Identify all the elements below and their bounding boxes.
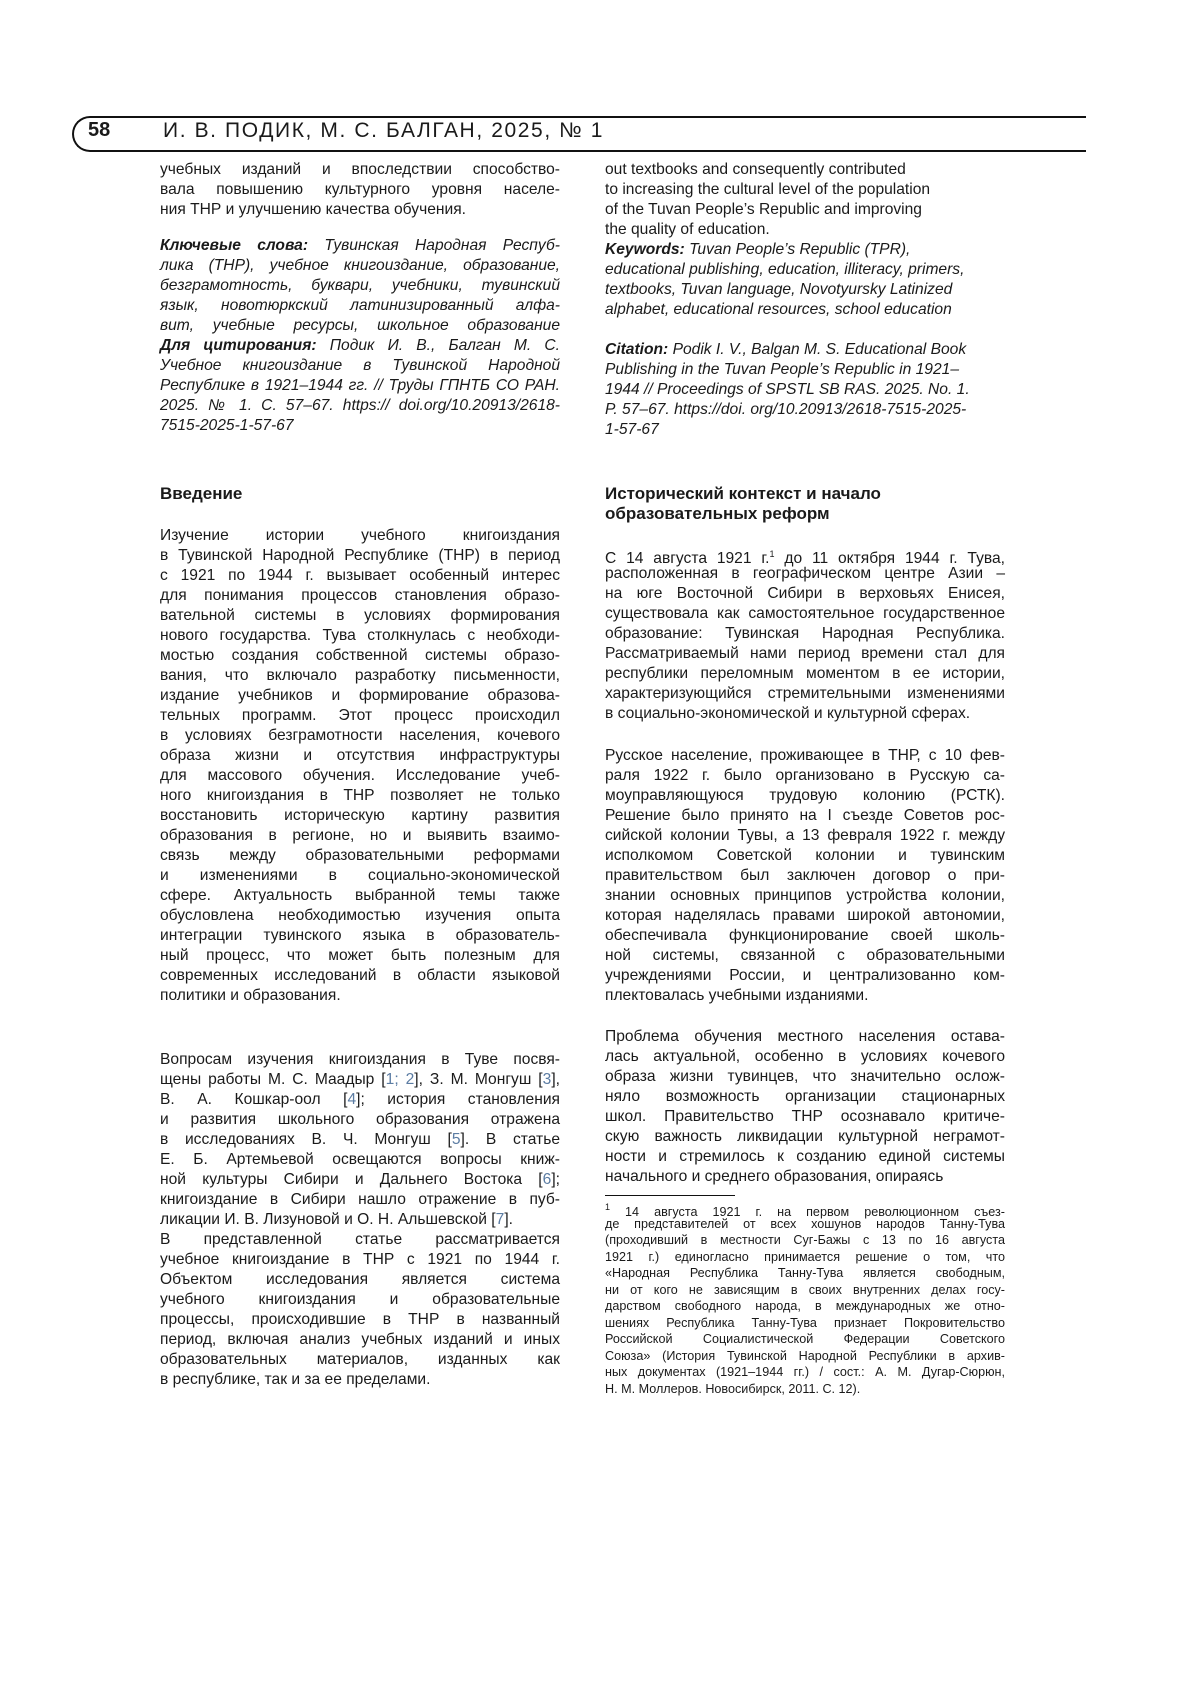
text-line: дарством свободного народа, в международных же отно- bbox=[605, 1298, 1005, 1315]
text-line: Publishing in the Tuvan People’s Republic in 1921– bbox=[605, 360, 1005, 380]
text-line: to increasing the cultural level of the population bbox=[605, 180, 1005, 200]
text-line: Союза» (История Тувинской Народной Республики в архив- bbox=[605, 1348, 1005, 1365]
abstract-en-end bbox=[605, 160, 1005, 240]
text-line: в условиях безграмотности населения, кочевого bbox=[160, 726, 560, 746]
text-line: сийской колонии Тувы, а 13 февраля 1922 г. между bbox=[605, 826, 1005, 846]
text-line: Рассматриваемый нами период времени стал для bbox=[605, 644, 1005, 664]
text-line: характеризующийся стремительными изменениями bbox=[605, 684, 1005, 704]
text-segment: Тувинская Народная Респуб- bbox=[308, 237, 560, 254]
citation-en bbox=[605, 340, 1005, 440]
footnote-marker[interactable]: 1 bbox=[605, 1202, 610, 1212]
footnote-1 bbox=[605, 1199, 1005, 1397]
text-line: современных исследований в области языковой bbox=[160, 966, 560, 986]
reference-link[interactable]: 6 bbox=[543, 1171, 552, 1188]
text-segment: ], З. М. Монгуш [ bbox=[414, 1071, 542, 1088]
text-line: Российской Социалистической Федерации Советского bbox=[605, 1331, 1005, 1348]
text-line: де представителей от всех хошунов народов Танну-Тува bbox=[605, 1216, 1005, 1233]
text-line: Е. Б. Артемьевой освещаются вопросы книж- bbox=[160, 1150, 560, 1170]
text-line: Учебное книгоиздание в Тувинской Народной bbox=[160, 356, 560, 376]
text-segment: Tuvan People’s Republic (TPR), bbox=[685, 241, 911, 258]
text-line: обусловлена необходимостью изучения опыта bbox=[160, 906, 560, 926]
text-line: республики переломным моментом в ее истории, bbox=[605, 664, 1005, 684]
text-line: образования в регионе, но и выявить взаимо- bbox=[160, 826, 560, 846]
text-line: в республике, так и за ее пределами. bbox=[160, 1370, 560, 1390]
label: Citation: bbox=[605, 341, 668, 358]
text-line: 1944 // Proceedings of SPSTL SB RAS. 2025. No. 1. bbox=[605, 380, 1005, 400]
text-line: Республике в 1921–1944 гг. // Труды ГПНТБ СО РАН. bbox=[160, 376, 560, 396]
footnote-divider bbox=[605, 1195, 735, 1196]
text-line: в Тувинской Народной Республике (ТНР) в период bbox=[160, 546, 560, 566]
text-line: с 1921 по 1944 г. вызывает особенный интерес bbox=[160, 566, 560, 586]
text-line: ни от кого не зависящим в своих внутренних делах госу- bbox=[605, 1282, 1005, 1299]
text-line: исполкомом Советской колонии и тувинским bbox=[605, 846, 1005, 866]
text-line: 1921 г.) единогласно принимается решение о том, что bbox=[605, 1249, 1005, 1266]
text-line: моуправляющуюся трудовую колонию (РСТК). bbox=[605, 786, 1005, 806]
text-line: вит, учебные ресурсы, школьное образование bbox=[160, 316, 560, 336]
text-line bbox=[605, 544, 1005, 564]
text-line bbox=[605, 1199, 1005, 1216]
text-line bbox=[160, 236, 560, 256]
text-line: восстановить историческую картину развития bbox=[160, 806, 560, 826]
text-line: тельных программ. Этот процесс происходил bbox=[160, 706, 560, 726]
text-line: образа жизни и отсутствия инфраструктуры bbox=[160, 746, 560, 766]
label: Для цитирования: bbox=[160, 337, 317, 354]
text-segment: ]; bbox=[551, 1171, 560, 1188]
text-line: на юге Восточной Сибири в верховьях Енисея, bbox=[605, 584, 1005, 604]
text-line: 1-57-67 bbox=[605, 420, 1005, 440]
text-line: вательной системы в условиях формирования bbox=[160, 606, 560, 626]
reference-link[interactable]: 3 bbox=[543, 1071, 552, 1088]
context-paragraph-3 bbox=[605, 1027, 1005, 1187]
text-line: alphabet, educational resources, school education bbox=[605, 300, 1005, 320]
text-line: out textbooks and consequently contributed bbox=[605, 160, 1005, 180]
text-line: существовала как самостоятельное государственное bbox=[605, 604, 1005, 624]
text-line: расположенная в географическом центре Азии – bbox=[605, 564, 1005, 584]
text-line: лась актуальной, особенно в условиях кочевого bbox=[605, 1047, 1005, 1067]
text-line: educational publishing, education, illiteracy, primers, bbox=[605, 260, 1005, 280]
text-segment: 14 августа 1921 г. на первом революционном съез- bbox=[610, 1205, 1005, 1219]
text-line: ности и стремилось к созданию единой системы bbox=[605, 1147, 1005, 1167]
text-line: «Народная Республика Танну-Тува является свободным, bbox=[605, 1265, 1005, 1282]
text-line: процессы, происходившие в ТНР в названный bbox=[160, 1310, 560, 1330]
text-line: вания, что включало разработку письменности, bbox=[160, 666, 560, 686]
text-line: ных документах (1921–1944 гг.) / сост.: А. М. Дугар-Сюрюн, bbox=[605, 1364, 1005, 1381]
text-line: ного книгоиздания в ТНР позволяет не только bbox=[160, 786, 560, 806]
text-line: плектовалась учебными изданиями. bbox=[605, 986, 1005, 1006]
text-line: для понимания процессов становления образо- bbox=[160, 586, 560, 606]
text-line: скую важность ликвидации культурной неграмот- bbox=[605, 1127, 1005, 1147]
text-line: Н. М. Моллеров. Новосибирск, 2011. С. 12). bbox=[605, 1381, 1005, 1398]
text-segment: до 11 октября 1944 г. Тува, bbox=[775, 550, 1006, 567]
reference-link[interactable]: 4 bbox=[347, 1091, 356, 1108]
text-line: Русское население, проживающее в ТНР, с 10 фев- bbox=[605, 746, 1005, 766]
text-line bbox=[605, 240, 1005, 260]
text-line: учебных изданий и впоследствии способство- bbox=[160, 160, 560, 180]
text-line: язык, новотюркский латинизированный алфа- bbox=[160, 296, 560, 316]
text-line: образовательных материалов, изданных как bbox=[160, 1350, 560, 1370]
text-line: the quality of education. bbox=[605, 220, 1005, 240]
text-line bbox=[160, 1210, 560, 1230]
text-line: и развития школьного образования отражена bbox=[160, 1110, 560, 1130]
text-line: нового государства. Тува столкнулась с необходи- bbox=[160, 626, 560, 646]
text-line: Изучение истории учебного книгоиздания bbox=[160, 526, 560, 546]
text-line: издание учебников и формирование образова- bbox=[160, 686, 560, 706]
text-line: ный процесс, что может быть полезным для bbox=[160, 946, 560, 966]
text-line: связь между образовательными реформами bbox=[160, 846, 560, 866]
text-line: шениях Республика Танну-Тува признает Покровительство bbox=[605, 1315, 1005, 1332]
text-line bbox=[160, 336, 560, 356]
text-line: образование: Тувинская Народная Республика. bbox=[605, 624, 1005, 644]
reference-link[interactable]: 1; 2 bbox=[386, 1071, 415, 1088]
text-line: учебное книгоиздание в ТНР с 1921 по 1944 г. bbox=[160, 1250, 560, 1270]
footnote-marker[interactable]: 1 bbox=[769, 549, 774, 559]
text-line: of the Tuvan People’s Republic and improving bbox=[605, 200, 1005, 220]
text-line: (проходивший в местности Суг-Бажы с 13 по 16 августа bbox=[605, 1232, 1005, 1249]
running-title: И. В. ПОДИК, М. С. БАЛГАН, 2025, № 1 bbox=[163, 119, 604, 143]
text-line: учреждениями России, и централизованно ком- bbox=[605, 966, 1005, 986]
text-segment: С 14 августа 1921 г. bbox=[605, 550, 769, 567]
label: Keywords: bbox=[605, 241, 685, 258]
text-line: textbooks, Tuvan language, Novotyursky Latinized bbox=[605, 280, 1005, 300]
text-line: лика (ТНР), учебное книгоиздание, образование, bbox=[160, 256, 560, 276]
context-paragraph-2 bbox=[605, 746, 1005, 1006]
text-segment: ной культуры Сибири и Дальнего Востока [ bbox=[160, 1171, 543, 1188]
text-line: политики и образования. bbox=[160, 986, 560, 1006]
text-segment: ]. bbox=[504, 1211, 513, 1228]
text-line: образа жизни тувинцев, что значительно ослож- bbox=[605, 1067, 1005, 1087]
text-segment: ]; история становления bbox=[356, 1091, 560, 1108]
text-segment: Podik I. V., Balgan M. S. Educational Book bbox=[668, 341, 966, 358]
text-line: и изменениями в социально-экономической bbox=[160, 866, 560, 886]
text-line: В представленной статье рассматривается bbox=[160, 1230, 560, 1250]
intro-paragraph-1 bbox=[160, 526, 560, 1006]
text-line: сфере. Актуальность выбранной темы также bbox=[160, 886, 560, 906]
heading-line: Исторический контекст и начало bbox=[605, 484, 1005, 504]
text-line: безграмотность, буквари, учебники, тувинский bbox=[160, 276, 560, 296]
text-line: интеграции тувинского языка в образователь- bbox=[160, 926, 560, 946]
text-segment: В. А. Кошкар-оол [ bbox=[160, 1091, 347, 1108]
intro-paragraph-2 bbox=[160, 1050, 560, 1230]
text-line: которая наделялась правами широкой автономии, bbox=[605, 906, 1005, 926]
text-line: ния ТНР и улучшению качества обучения. bbox=[160, 200, 560, 220]
text-line: книгоиздание в Сибири нашло отражение в пуб- bbox=[160, 1190, 560, 1210]
text-segment: ликации И. В. Лизуновой и О. Н. Альшевской [ bbox=[160, 1211, 496, 1228]
text-segment: ], bbox=[551, 1071, 560, 1088]
text-line: для массового обучения. Исследование учеб- bbox=[160, 766, 560, 786]
text-segment: ]. В статье bbox=[461, 1131, 560, 1148]
text-line: Решение было принято на I съезде Советов рос- bbox=[605, 806, 1005, 826]
keywords-citation-ru bbox=[160, 236, 560, 436]
text-line: ной системы, связанной с образовательными bbox=[605, 946, 1005, 966]
text-line: Проблема обучения местного населения остава- bbox=[605, 1027, 1005, 1047]
text-line bbox=[160, 1090, 560, 1110]
section-heading-intro: Введение bbox=[160, 484, 560, 504]
text-line: школ. Правительство ТНР осознавало критиче- bbox=[605, 1107, 1005, 1127]
text-line: раля 1922 г. было организовано в Русскую са- bbox=[605, 766, 1005, 786]
text-segment: щены работы М. С. Маадыр [ bbox=[160, 1071, 386, 1088]
heading-line: образовательных реформ bbox=[605, 504, 1005, 524]
intro-paragraph-3 bbox=[160, 1230, 560, 1390]
text-line: начального и среднего образования, опираясь bbox=[605, 1167, 1005, 1187]
abstract-ru-end bbox=[160, 160, 560, 220]
text-line: знании основных принципов устройства колонии, bbox=[605, 886, 1005, 906]
text-line: няло возможность организации стационарных bbox=[605, 1087, 1005, 1107]
section-heading-context bbox=[605, 484, 1005, 524]
page-number: 58 bbox=[88, 119, 110, 142]
text-line: правительством был заключен договор о при- bbox=[605, 866, 1005, 886]
text-line: 7515-2025-1-57-67 bbox=[160, 416, 560, 436]
text-line bbox=[160, 1070, 560, 1090]
text-line bbox=[605, 340, 1005, 360]
text-line: 2025. № 1. С. 57–67. https:// doi.org/10.20913/2618- bbox=[160, 396, 560, 416]
text-line: P. 57–67. https://doi. org/10.20913/2618-7515-2025- bbox=[605, 400, 1005, 420]
text-line: в социально-экономической и культурной сферах. bbox=[605, 704, 1005, 724]
text-line: вала повышению культурного уровня населе- bbox=[160, 180, 560, 200]
text-line: Вопросам изучения книгоиздания в Туве посвя- bbox=[160, 1050, 560, 1070]
reference-link[interactable]: 5 bbox=[452, 1131, 461, 1148]
text-line: учебного книгоиздания и образовательные bbox=[160, 1290, 560, 1310]
reference-link[interactable]: 7 bbox=[496, 1211, 505, 1228]
text-line: обеспечивала функционирование своей школь- bbox=[605, 926, 1005, 946]
text-segment: Подик И. В., Балган М. С. bbox=[317, 337, 560, 354]
text-line bbox=[160, 1170, 560, 1190]
text-line: Объектом исследования является система bbox=[160, 1270, 560, 1290]
keywords-en bbox=[605, 240, 1005, 320]
label: Ключевые слова: bbox=[160, 237, 308, 254]
text-segment: в исследованиях В. Ч. Монгуш [ bbox=[160, 1131, 452, 1148]
text-line bbox=[160, 1130, 560, 1150]
text-line: период, включая анализ учебных изданий и иных bbox=[160, 1330, 560, 1350]
text-line: мостью создания собственной системы образо- bbox=[160, 646, 560, 666]
context-paragraph-1 bbox=[605, 544, 1005, 724]
